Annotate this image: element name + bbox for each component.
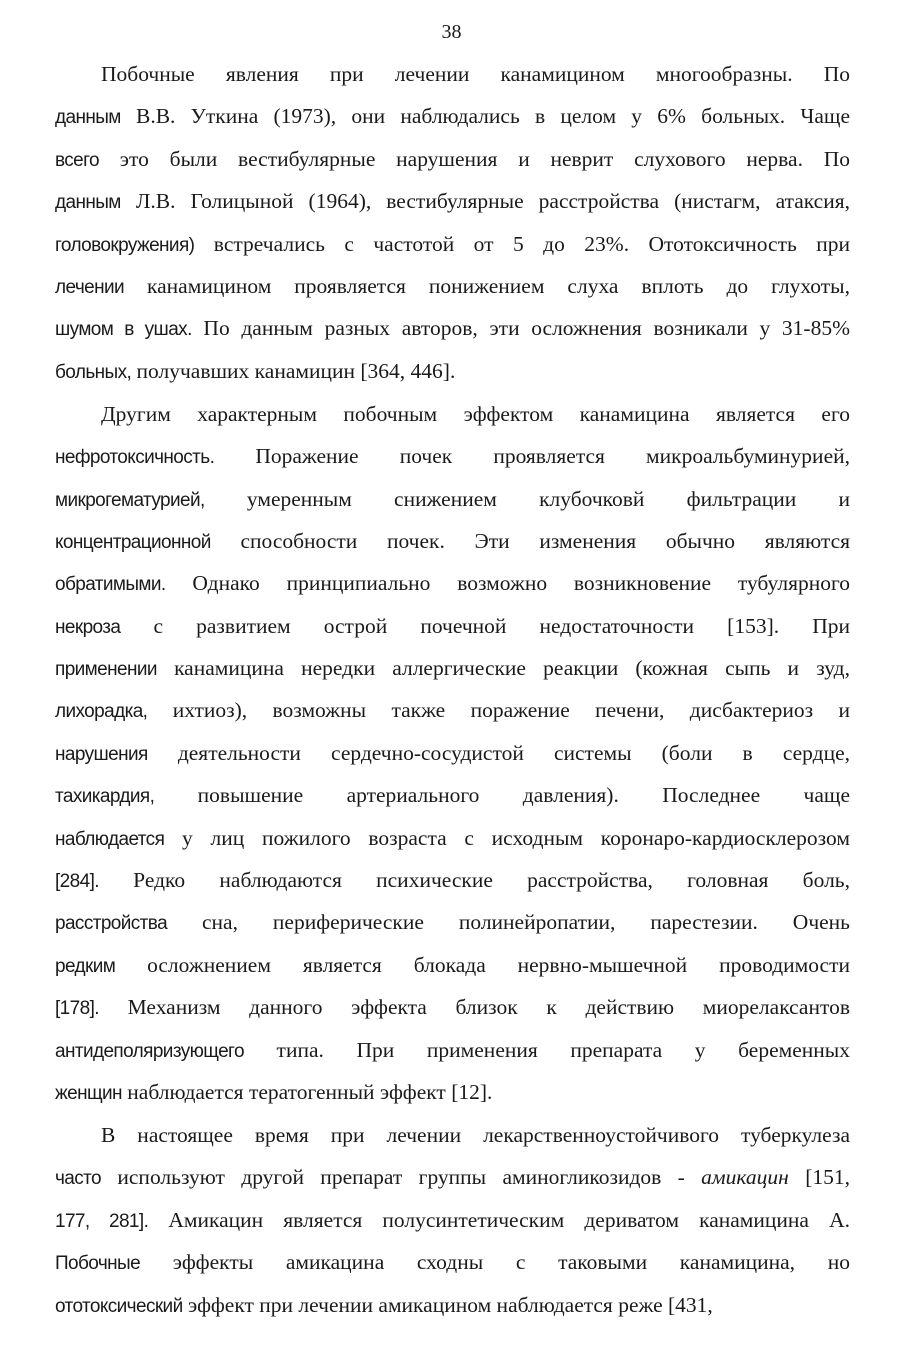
line-lead-word: данным	[55, 192, 121, 214]
line-text: умеренным снижением клубочковй фильтрации и	[204, 486, 850, 511]
text-line	[55, 901, 850, 943]
line-text: деятельности сердечно-сосудистой системы (боли в сердце,	[147, 740, 850, 765]
line-text: Побочные явления при лечении канамицином многообразны. По	[101, 62, 850, 86]
line-lead-word: ототоксический	[55, 1295, 183, 1317]
text-line	[55, 350, 850, 392]
line-lead-word: микрогематурией,	[55, 489, 205, 511]
text-line	[55, 53, 850, 95]
line-text: Другим характерным побочным эффектом канамицина является его	[101, 401, 850, 426]
line-text: это были вестибулярные нарушения и неврит слухового нерва. По	[99, 146, 850, 171]
line-text: с развитием острой почечной недостаточности [153]. При	[120, 613, 850, 638]
line-lead-word: лечении	[55, 276, 125, 298]
line-lead-word: больных,	[55, 361, 132, 383]
text-line	[55, 944, 850, 986]
line-lead-word: редким	[55, 955, 116, 977]
line-lead-word: [178].	[55, 998, 99, 1020]
line-lead-word: всего	[55, 149, 100, 171]
text-line	[55, 307, 850, 349]
line-text: канамицина нередки аллергические реакции (кожная сыпь и зуд,	[156, 656, 850, 681]
text-line	[55, 393, 850, 435]
body-text	[55, 53, 850, 1326]
text-line	[55, 180, 850, 222]
text-line	[55, 435, 850, 477]
line-text: Однако принципиально возможно возникновение тубулярного	[165, 571, 850, 596]
line-lead-word: [284].	[55, 871, 99, 893]
line-text: В настоящее время при лечении лекарственноустойчивого туберкулеза	[101, 1122, 850, 1147]
line-lead-word: нарушения	[55, 743, 148, 765]
line-text: эффекты амикацина сходны с таковыми канамицина, но	[140, 1250, 850, 1275]
line-text-after: [151,	[788, 1165, 850, 1190]
paragraph	[55, 393, 850, 1114]
line-text: Амикацин является полусинтетическим дериватом канамицина А.	[148, 1207, 850, 1232]
line-lead-word: применении	[55, 659, 157, 681]
text-line	[55, 647, 850, 689]
line-text: получавших канамицин [364, 446].	[131, 358, 456, 383]
line-text: у лиц пожилого возраста с исходным коронаро-кардиосклерозом	[164, 825, 850, 850]
text-line	[55, 1156, 850, 1198]
line-lead-word: расстройства	[55, 913, 168, 935]
text-line	[55, 1199, 850, 1241]
line-text: повышение артериального давления). Последнее чаще	[154, 783, 850, 808]
text-line	[55, 265, 850, 307]
line-lead-word: Побочные	[55, 1253, 141, 1275]
line-text: канамицином проявляется понижением слуха вплоть до глухоты,	[124, 273, 850, 298]
text-line	[55, 1284, 850, 1326]
text-line	[55, 732, 850, 774]
text-line	[55, 1071, 850, 1113]
text-line	[55, 689, 850, 731]
line-lead-word: 177, 281].	[55, 1210, 149, 1232]
line-text: эффект при лечении амикацином наблюдается реже [431,	[182, 1292, 713, 1317]
line-lead-word: лихорадка,	[55, 701, 148, 723]
line-lead-word: антидеполяризующего	[55, 1040, 244, 1062]
line-lead-word: обратимыми.	[55, 574, 166, 596]
line-lead-word: шумом в ушах.	[55, 319, 192, 341]
line-lead-word: нефротоксичность.	[55, 447, 215, 469]
line-lead-word: концентрационной	[55, 531, 211, 553]
line-text: используют другой препарат группы аминогликозидов -	[101, 1165, 702, 1190]
line-lead-word: тахикардия,	[55, 786, 155, 808]
line-text: способности почек. Эти изменения обычно являются	[210, 528, 850, 553]
text-line	[55, 138, 850, 180]
line-text: ихтиоз), возможны также поражение печени, дисбактериоз и	[147, 698, 850, 723]
line-text: Л.В. Голицыной (1964), вестибулярные расстройства (нистагм, атаксия,	[120, 189, 850, 214]
line-lead-word: данным	[55, 107, 121, 129]
line-text: наблюдается тератогенный эффект [12].	[121, 1079, 493, 1104]
text-line	[55, 1029, 850, 1071]
paragraph	[55, 53, 850, 392]
line-text: сна, периферические полинейропатии, парестезии. Очень	[167, 910, 850, 935]
line-lead-word: часто	[55, 1168, 102, 1190]
line-text: В.В. Уткина (1973), они наблюдались в целом у 6% больных. Чаще	[120, 104, 850, 129]
text-line	[55, 986, 850, 1028]
paragraph	[55, 1114, 850, 1326]
line-lead-word: женщин	[55, 1082, 122, 1104]
line-text: осложнением является блокада нервно-мышечной проводимости	[115, 952, 850, 977]
line-lead-word: головокружения)	[55, 234, 195, 256]
line-text: Поражение почек проявляется микроальбуминурией,	[214, 444, 850, 469]
text-line	[55, 478, 850, 520]
text-line	[55, 520, 850, 562]
text-line	[55, 562, 850, 604]
text-line	[55, 605, 850, 647]
line-lead-word: наблюдается	[55, 828, 165, 850]
text-line	[55, 774, 850, 816]
text-line	[55, 817, 850, 859]
text-line	[55, 859, 850, 901]
line-lead-word: некроза	[55, 616, 121, 638]
text-line	[55, 95, 850, 137]
line-text: По данным разных авторов, эти осложнения возникали у 31-85%	[191, 316, 850, 341]
text-line	[55, 1114, 850, 1156]
line-text: Механизм данного эффекта близок к действию миорелаксантов	[98, 995, 850, 1020]
line-text: встречались с частотой от 5 до 23%. Ототоксичность при	[194, 231, 850, 256]
text-line	[55, 223, 850, 265]
text-line	[55, 1241, 850, 1283]
page-number: 38	[441, 21, 462, 43]
line-text: типа. При применения препарата у беременных	[243, 1037, 850, 1062]
drug-name-italic: амикацин	[701, 1165, 789, 1190]
line-text: Редко наблюдаются психические расстройства, головная боль,	[98, 868, 850, 893]
